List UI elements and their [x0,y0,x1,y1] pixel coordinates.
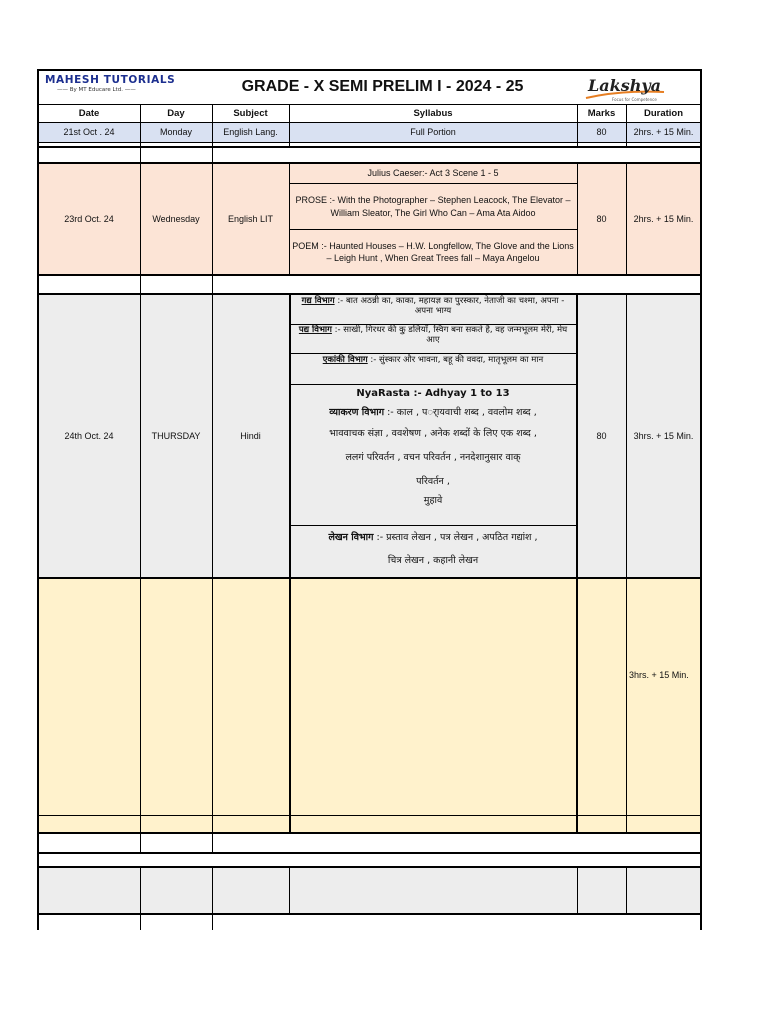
grid-line [140,164,141,274]
brand-name: MAHESH TUTORIALS [45,74,176,86]
grid-line [37,69,39,930]
grid-line [140,148,141,162]
mahesh-tutorials-logo [45,74,185,93]
col-header-marks: Marks [587,107,616,119]
grid-line [140,276,141,293]
grid-line [37,162,702,164]
row1-day: Monday [159,127,193,138]
lekhan-line-1 [292,526,574,549]
hindi-padya-section [292,325,574,353]
hindi-gadya-text: :- बात अठन्नी का, काका, महायज्ञ का पुरस्कार, नेताजी का चश्मा, अपना - अपना भाग्य [337,296,565,316]
grid-line [212,834,213,852]
grid-line [140,295,141,832]
grid-line [289,295,291,832]
grid-line [212,295,213,832]
row1-marks: 80 [596,127,607,138]
hindi-gadya-section [292,296,574,324]
grid-line [37,815,702,816]
page-title: GRADE - X SEMI PRELIM I - 2024 - 25 [241,78,524,96]
grid-line [140,104,141,147]
row1-subject: English Lang. [223,127,278,138]
grid-line [289,324,577,325]
grid-line [37,122,702,123]
row3-day: THURSDAY [151,431,201,442]
grid-line [626,868,627,913]
hindi-nyarasta: NyaRasta :- Adhyay 1 to 13 [356,388,510,400]
row-bg-empty-yellow [38,578,701,833]
grid-line [212,915,213,930]
grid-line [37,293,702,295]
col-header-syllabus: Syllabus [413,107,453,119]
row4-duration: 3hrs. + 15 Min. [629,669,689,680]
row1-syllabus: Full Portion [410,127,456,138]
row3-date: 24th Oct. 24 [64,431,114,442]
grid-line [37,866,702,868]
grid-line [212,148,213,162]
vyakaran-line-5: मुहावे [423,495,443,506]
grid-line [140,915,141,930]
row1-date: 21st Oct . 24 [63,127,115,138]
grid-line [140,834,141,852]
hindi-lekhan-head: लेखन विभाग [328,532,374,543]
hindi-lekhan-section [292,526,574,576]
row3-marks: 80 [596,431,607,442]
grid-line [289,353,577,354]
hindi-ekanki-section [292,355,574,383]
grid-line [577,164,578,274]
vyakaran-text-1: :- काल , पर्ायवाची शब्द , ववलोम शब्द , [387,407,537,418]
grid-line [212,104,213,147]
grid-line [37,913,702,915]
row2-syllabus-poem: POEM :- Haunted Houses – H.W. Longfellow, The Glove and the Lions – Leigh Hunt , When Great Trees fall – Maya Angelou [292,240,574,263]
grid-line [289,229,577,230]
grid-line [37,832,702,834]
row-bg-empty-grey [38,868,701,914]
grid-line [212,164,213,274]
grid-line [212,276,213,293]
lakshya-logo-text: Lakshya [588,76,662,95]
hindi-gadya-head: गद्य विभाग [301,296,335,306]
col-header-subject: Subject [233,107,268,119]
hindi-ekanki-head: एकांकी विभाग [322,355,368,365]
grid-line [577,868,578,913]
row2-day: Wednesday [152,213,200,224]
hindi-ekanki-text: :- सुंस्कार और भावना, बहू की ववदा, मातृभूलम का मान [370,355,544,365]
col-header-duration: Duration [643,107,684,119]
hindi-vyakaran-section [292,404,574,524]
row2-marks: 80 [596,213,607,224]
brand-sub: —— By MT Educare Ltd. —— [57,87,136,93]
grid-line [626,164,627,274]
grid-line [289,164,290,274]
grid-line [37,274,702,276]
lakshya-tagline: Focus for Competence [612,97,657,102]
grid-line [577,104,578,147]
col-header-day: Day [167,107,185,119]
grid-line [626,104,627,147]
grid-line [37,142,702,143]
lakshya-logo [582,76,672,102]
grid-line [37,104,702,105]
grid-line [37,577,702,579]
lekhan-text-1: :- प्रस्ताव लेखन , पत्र लेखन , अपठित गद्यांश , [376,532,538,543]
row3-subject: Hindi [240,431,261,442]
row2-duration: 2hrs. + 15 Min. [633,213,694,224]
grid-line [576,295,578,832]
grid-line [289,384,577,385]
grid-line [37,852,702,854]
vyakaran-line-2: भाववाचक संज्ञा , ववशेषण , अनेक शब्दों के लिए एक शब्द , [329,428,537,439]
lekhan-line-2: चित्र लेखन , कहानी लेखन [387,555,479,566]
grid-line [626,295,627,832]
grid-line [289,104,290,147]
grid-line [289,868,290,913]
grid-line [37,146,702,148]
vyakaran-line-4: परिवर्तन , [416,476,450,487]
grid-line [700,69,702,930]
hindi-padya-text: :- साखी, गिरधर की कु् डलियाँ, स्विग बना सकते है, वह जन्मभूलम मेरी, मेघ आए [334,325,568,345]
col-header-date: Date [78,107,100,119]
grid-line [289,183,577,184]
vyakaran-line-1 [292,404,574,422]
grid-line [140,868,141,913]
row2-date: 23rd Oct. 24 [64,213,114,224]
hindi-vyakaran-head: व्याकरण विभाग [329,407,385,418]
row2-syllabus-prose: PROSE :- With the Photographer – Stephen Leacock, The Elevator – William Sleator, The Girl Who Can – Ama Ata Aidoo [295,195,571,218]
row3-duration: 3hrs. + 15 Min. [633,431,694,442]
hindi-padya-head: पद्य विभाग [298,325,332,335]
vyakaran-line-3: ललगं परिवर्तन , वचन परिवर्तन , ननदेशानुसार वाक् [345,452,521,463]
row1-duration: 2hrs. + 15 Min. [633,127,694,138]
grid-line [289,525,577,526]
row2-subject: English LIT [227,213,274,224]
grid-line [37,69,702,71]
row2-syllabus-drama: Julius Caeser:- Act 3 Scene 1 - 5 [367,168,499,179]
grid-line [212,868,213,913]
